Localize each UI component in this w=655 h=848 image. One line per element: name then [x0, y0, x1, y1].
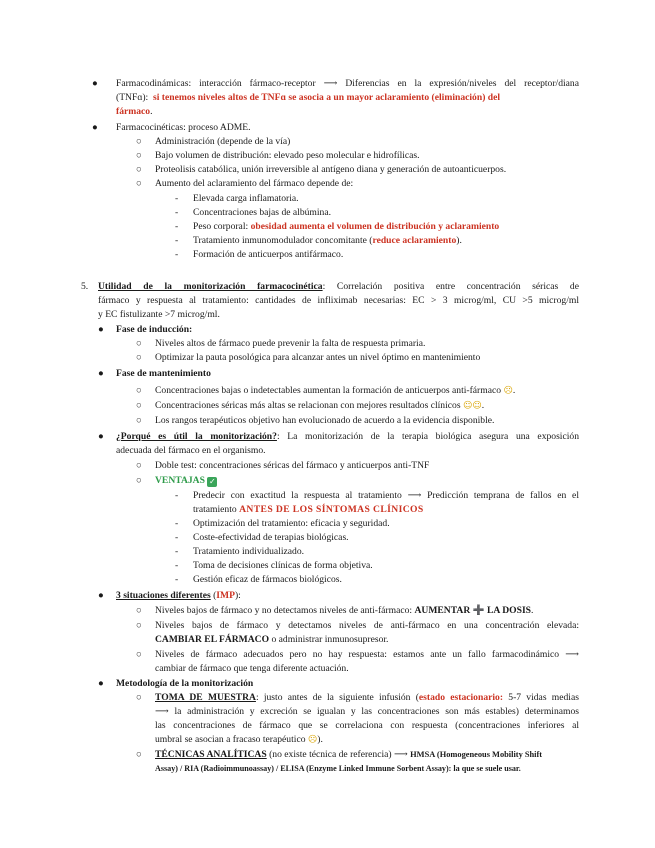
- circle-bullet: ○: [136, 460, 142, 471]
- bullet: ●: [98, 324, 104, 335]
- section-number: 5.: [81, 281, 89, 292]
- induction-item: Niveles altos de fármaco puede prevenir la falta de respuesta primaria.: [155, 338, 426, 349]
- sad-face-icon: ☹: [503, 386, 513, 396]
- sample-line2: ⟶ la administración y excreción se igualan y las concentraciones son más estables) determinamos: [155, 706, 579, 717]
- sample-line4: umbral se asocian a fracaso terapéutico ☹).: [155, 734, 323, 745]
- situation-item: Niveles bajos de fármaco y no detectamos niveles de anti-fármaco: AUMENTAR ➕ LA DOSIS.: [155, 605, 534, 616]
- why-line1: ¿Porqué es útil la monitorización?: La monitorización de la terapia biológica asegura una exposición: [116, 431, 579, 442]
- dash-bullet: -: [175, 207, 179, 218]
- circle-bullet: ○: [136, 400, 142, 411]
- circle-bullet: ○: [136, 150, 142, 161]
- clearance-item: Elevada carga inflamatoria.: [193, 193, 299, 204]
- advantage-item: Optimización del tratamiento: eficacia y seguridad.: [193, 518, 390, 529]
- dash-bullet: -: [175, 518, 179, 529]
- situation-item-cont: CAMBIAR EL FÁRMACO o administrar inmunosupresor.: [155, 634, 389, 645]
- advantages-title: VENTAJAS ✓: [155, 475, 216, 486]
- circle-bullet: ○: [136, 475, 142, 486]
- advantage-item: Predecir con exactitud la respuesta al tratamiento ⟶ Predicción temprana de fallos en el: [193, 490, 579, 501]
- techniques-line2: Assay) / RIA (Radioimmunoassay) / ELISA (Enzyme Linked Immune Sorbent Assay): la que se suele usar.: [155, 764, 521, 773]
- double-test: Doble test: concentraciones séricas del fármaco y anticuerpos anti-TNF: [155, 460, 430, 471]
- advantage-item: Toma de decisiones clínicas de forma objetiva.: [193, 560, 373, 571]
- circle-bullet: ○: [136, 692, 142, 703]
- clearance-item: Tratamiento inmunomodulador concomitante (reduce aclaramiento).: [193, 235, 462, 246]
- advantage-item: Gestión eficaz de fármacos biológicos.: [193, 574, 342, 585]
- clearance-item: Peso corporal: obesidad aumenta el volumen de distribución y aclaramiento: [193, 221, 500, 232]
- clearance-item: Concentraciones bajas de albúmina.: [193, 207, 331, 218]
- section5-line2: fármaco y respuesta al tratamiento: cantidades de infliximab necesarias: EC > 3 microg/ml, CU >5 microg/ml: [98, 295, 579, 306]
- circle-bullet: ○: [136, 178, 142, 189]
- advantage-item: Coste-efectividad de terapias biológicas.: [193, 532, 349, 543]
- maintenance-title: Fase de mantenimiento: [116, 368, 211, 379]
- dash-bullet: -: [175, 249, 179, 260]
- circle-bullet: ○: [136, 605, 142, 616]
- check-mark-icon: ✓: [208, 477, 216, 486]
- pk-item: Aumento del aclaramiento del fármaco depende de:: [155, 178, 354, 189]
- bullet: ●: [98, 368, 104, 379]
- advantage-item: Tratamiento individualizado.: [193, 546, 305, 557]
- bullet: ●: [98, 431, 104, 442]
- circle-bullet: ○: [136, 620, 142, 631]
- maintenance-item: Concentraciones séricas más altas se relacionan con mejores resultados clínicos ☺☺.: [155, 400, 485, 411]
- advantage-item-cont: tratamiento ANTES DE LOS SÍNTOMAS CLÍNICOS: [193, 504, 424, 515]
- dash-bullet: -: [175, 532, 179, 543]
- plus-icon: ➕: [472, 605, 485, 616]
- circle-bullet: ○: [136, 352, 142, 363]
- circle-bullet: ○: [136, 164, 142, 175]
- circle-bullet: ○: [136, 749, 142, 760]
- dash-bullet: -: [175, 490, 179, 501]
- pharmacokinetics-title: Farmacocinéticas: proceso ADME.: [116, 122, 251, 133]
- maintenance-item: Los rangos terapéuticos objetivo han evolucionado de acuerdo a la evidencia disponible.: [155, 415, 495, 426]
- situation-item: Niveles de fármaco adecuados pero no hay respuesta: estamos ante un fallo farmacodinámico ⟶: [155, 649, 579, 660]
- circle-bullet: ○: [136, 415, 142, 426]
- section5-line1: Utilidad de la monitorización farmacocinética: Correlación positiva entre concentración séricas de: [98, 281, 579, 292]
- pharmacodynamics-line2: (TNFɑ): si tenemos niveles altos de TNFɑ se asocia a un mayor aclaramiento (eliminación) del: [116, 92, 501, 103]
- dash-bullet: -: [175, 560, 179, 571]
- pk-item: Proteolisis catabólica, unión irreversible al antígeno diana y generación de autoanticuerpos.: [155, 164, 507, 175]
- methodology-title: Metodología de la monitorización: [116, 678, 254, 689]
- section5-line3: y EC fistulizante >7 microg/ml.: [98, 309, 220, 320]
- circle-bullet: ○: [136, 338, 142, 349]
- pharmacodynamics-line1: Farmacodinámicas: interacción fármaco-receptor ⟶ Diferencias en la expresión/niveles del receptor/diana: [116, 78, 579, 89]
- bullet: ●: [92, 122, 98, 133]
- circle-bullet: ○: [136, 649, 142, 660]
- induction-title: Fase de inducción:: [116, 324, 193, 335]
- circle-bullet: ○: [136, 136, 142, 147]
- situations-title: 3 situaciones diferentes (IMP):: [116, 590, 241, 601]
- situation-item: Niveles bajos de fármaco y detectamos niveles de anti-fármaco en una concentración elevada:: [155, 620, 579, 631]
- sample-line1: TOMA DE MUESTRA: justo antes de la siguiente infusión (estado estacionario: 5-7 vidas medias: [155, 692, 579, 703]
- sample-line3: las concentraciones de fármaco que se correlaciona con respuesta (concentraciones inferiores al: [155, 720, 579, 731]
- pk-item: Bajo volumen de distribución: elevado peso molecular e hidrofílicas.: [155, 150, 420, 161]
- bullet: ●: [98, 590, 104, 601]
- circle-bullet: ○: [136, 385, 142, 396]
- sad-face-icon: ☹: [307, 735, 318, 745]
- why-line2: adecuada del fármaco en el organismo.: [116, 445, 266, 456]
- maintenance-item: Concentraciones bajas o indetectables aumentan la formación de anticuerpos anti-fármaco ☹.: [155, 385, 516, 396]
- techniques-line1: TÉCNICAS ANALÍTICAS (no existe técnica de referencia) ⟶ HMSA (Homogeneous Mobility Shift: [155, 749, 543, 760]
- pharmacodynamics-line3: fármaco.: [116, 106, 153, 117]
- bullet: ●: [92, 78, 98, 89]
- bullet: ●: [98, 678, 104, 689]
- induction-item: Optimizar la pauta posológica para alcanzar antes un nivel óptimo en mantenimiento: [155, 352, 481, 363]
- dash-bullet: -: [175, 546, 179, 557]
- dash-bullet: -: [175, 574, 179, 585]
- situation-item-cont: cambiar de fármaco que tenga diferente actuación.: [155, 663, 349, 674]
- pk-item: Administración (depende de la vía): [155, 136, 291, 147]
- dash-bullet: -: [175, 235, 179, 246]
- clearance-item: Formación de anticuerpos antifármaco.: [193, 249, 344, 260]
- dash-bullet: -: [175, 193, 179, 204]
- happy-face-icon: ☺☺: [462, 401, 482, 411]
- dash-bullet: -: [175, 221, 179, 232]
